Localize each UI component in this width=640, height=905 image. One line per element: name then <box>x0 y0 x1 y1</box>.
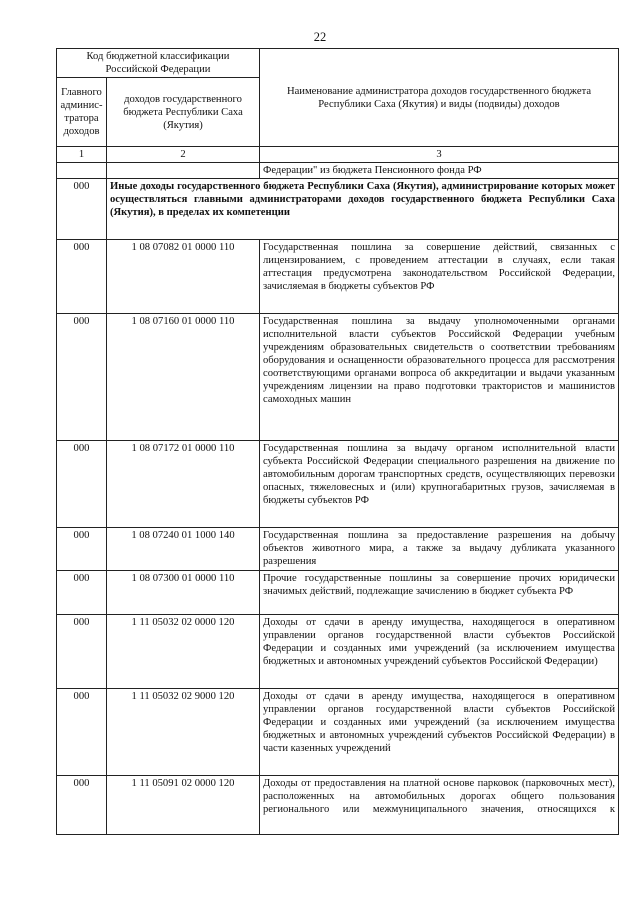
row-admin-code: 000 <box>57 776 107 835</box>
row-admin-code: 000 <box>57 314 107 441</box>
row-income-name: Доходы от сдачи в аренду имущества, находящегося в оперативном управлении органов государственной власти субъектов Российской Федерации и созданных ими учреждений (за исключением имущества бюджетных и автономных учреждений субъектов Российской Федерации) в части казенных учреждений <box>260 689 619 776</box>
section-admin-code: 000 <box>57 179 107 240</box>
row-kbk-code: 1 08 07240 01 1000 140 <box>107 528 260 571</box>
admin-column-header: Главного админис-тратора доходов <box>57 78 107 147</box>
name-column-header: Наименование администратора доходов государственного бюджета Республики Саха (Якутия) и виды (подвиды) доходов <box>260 49 619 147</box>
row-kbk-code: 1 11 05032 02 9000 120 <box>107 689 260 776</box>
row-income-name: Государственная пошлина за выдачу органом исполнительной власти субъекта Российской Федерации специального разрешения на движение по автомобильным дорогам транспортных средств, осуществляющих перевозки опасных, тяжеловесных и (или) крупногабаритных грузов, зачисляемая в бюджеты субъектов РФ <box>260 441 619 528</box>
row-kbk-code: 1 08 07160 01 0000 110 <box>107 314 260 441</box>
row-admin-code: 000 <box>57 240 107 314</box>
row-admin-code: 000 <box>57 528 107 571</box>
row-admin-code: 000 <box>57 571 107 615</box>
income-column-header: доходов государственного бюджета Республики Саха (Якутия) <box>107 78 260 147</box>
row-admin-code: 000 <box>57 615 107 689</box>
row-income-name: Прочие государственные пошлины за совершение прочих юридически значимых действий, подлежащие зачислению в бюджет субъекта РФ <box>260 571 619 615</box>
row-kbk-code: 1 08 07172 01 0000 110 <box>107 441 260 528</box>
row-income-name: Государственная пошлина за выдачу уполномоченными органами исполнительной власти субъектов Российской Федерации учебным учреждениям образовательных свидетельств о соответствии требованиям оборудования и оснащенности образовательного процесса для рассмотрения соответствующими органами вопроса об аккредитации и выдачи указанным учреждениям лицензии на право подготовки трактористов и машинистов самоходных машин <box>260 314 619 441</box>
row-income-name: Государственная пошлина за совершение действий, связанных с лицензированием, с проведением аттестации в случаях, если такая аттестация предусмотрена законодательством Российской Федерации, зачисляемая в бюджеты субъектов РФ <box>260 240 619 314</box>
row-income-name: Доходы от сдачи в аренду имущества, находящегося в оперативном управлении органов государственной власти субъектов Российской Федерации и созданных ими учреждений (за исключением имущества бюджетных и автономных учреждений субъектов Российской Федерации) <box>260 615 619 689</box>
row-admin-code: 000 <box>57 689 107 776</box>
section-title: Иные доходы государственного бюджета Республики Саха (Якутия), администрирование которых может осуществляться главными администраторами доходов государственного бюджета Республики Саха (Якутия), в пределах их компетенции <box>107 179 619 240</box>
continuation-text: Федерации" из бюджета Пенсионного фонда РФ <box>260 163 619 179</box>
column-number-1: 1 <box>57 147 107 163</box>
budget-classification-table <box>56 48 619 835</box>
row-income-name: Государственная пошлина за предоставление разрешения на добычу объектов животного мира, а также за выдачу дубликата указанного разрешения <box>260 528 619 571</box>
column-number-3: 3 <box>260 147 619 163</box>
continuation-admin-cell <box>57 163 107 179</box>
row-kbk-code: 1 11 05091 02 0000 120 <box>107 776 260 835</box>
row-admin-code: 000 <box>57 441 107 528</box>
row-kbk-code: 1 08 07300 01 0000 110 <box>107 571 260 615</box>
row-kbk-code: 1 08 07082 01 0000 110 <box>107 240 260 314</box>
row-income-name: Доходы от предоставления на платной основе парковок (парковочных мест), расположенных на автомобильных дорогах общего пользования регионального или межмуниципального значения, относящихся к <box>260 776 619 835</box>
continuation-code-cell <box>107 163 260 179</box>
kbk-header: Код бюджетной классификации Российской Федерации <box>57 49 260 78</box>
page-number: 22 <box>313 30 327 44</box>
column-number-2: 2 <box>107 147 260 163</box>
row-kbk-code: 1 11 05032 02 0000 120 <box>107 615 260 689</box>
